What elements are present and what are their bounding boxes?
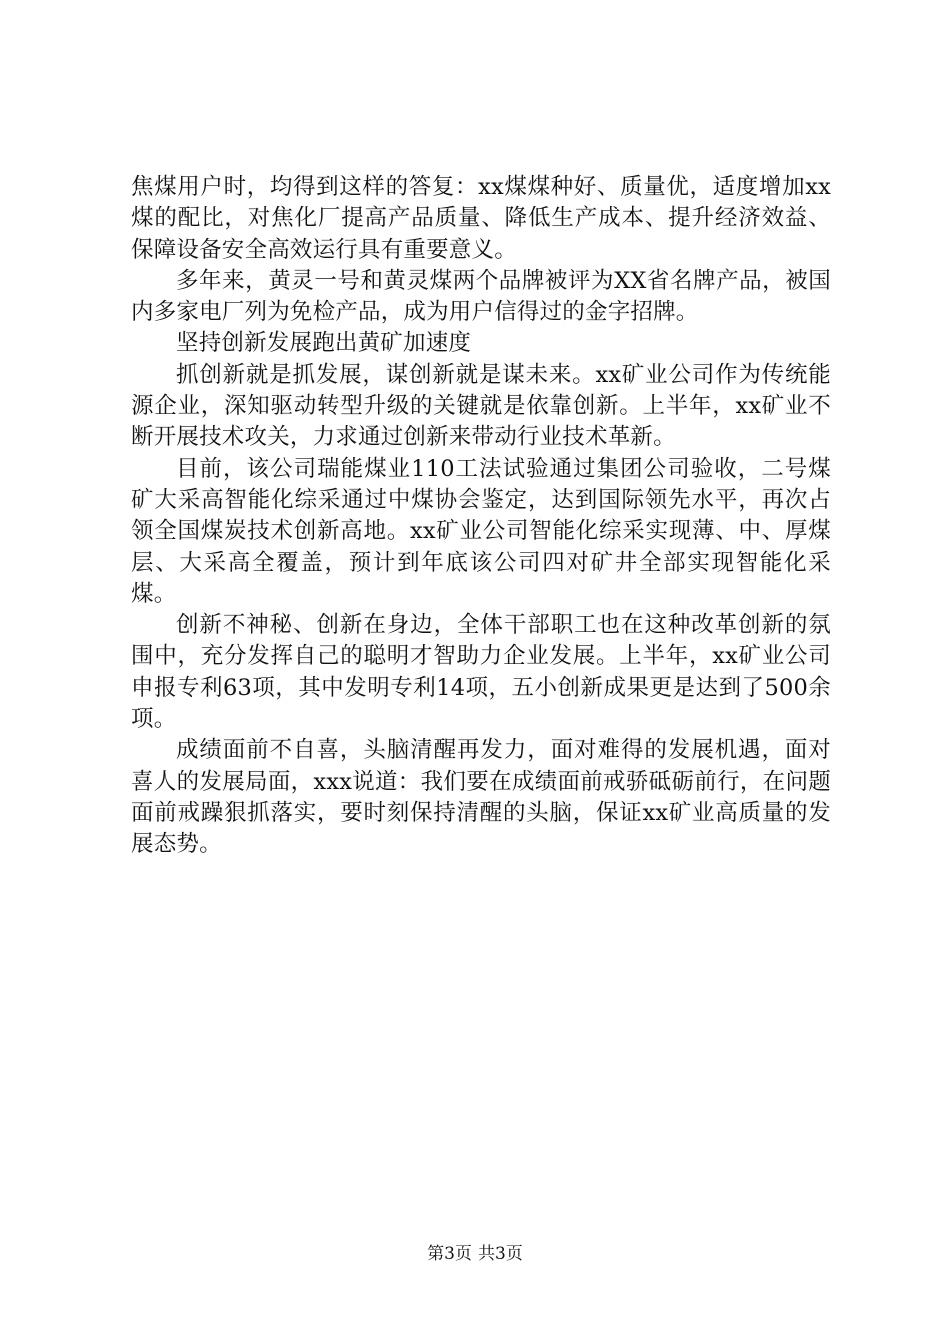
document-body bbox=[131, 172, 831, 861]
page-footer bbox=[0, 1242, 950, 1266]
page-number: 第3页 bbox=[427, 1244, 472, 1264]
paragraph-achievements: 目前，该公司瑞能煤业110工法试验通过集团公司验收，二号煤矿大采高智能化综采通过中煤协会鉴定，达到国际领先水平，再次占领全国煤炭技术创新高地。xx矿业公司智能化综采实现薄、中、厚煤层、大采高全覆盖，预计到年底该公司四对矿井全部实现智能化采煤。 bbox=[131, 455, 831, 607]
paragraph-conclusion: 成绩面前不自喜，头脑清醒再发力，面对难得的发展机遇，面对喜人的发展局面，xxx说道：我们要在成绩面前戒骄砥砺前行，在问题面前戒躁狠抓落实，要时刻保持清醒的头脑，保证xx矿业高质量的发展态势。 bbox=[131, 737, 831, 858]
page-total: 共3页 bbox=[478, 1244, 523, 1264]
paragraph-brands: 多年来，黄灵一号和黄灵煤两个品牌被评为XX省名牌产品，被国内多家电厂列为免检产品，成为用户信得过的金字招牌。 bbox=[131, 267, 831, 326]
paragraph-continuation: 焦煤用户时，均得到这样的答复：xx煤煤种好、质量优，适度增加xx煤的配比，对焦化厂提高产品质量、降低生产成本、提升经济效益、保障设备安全高效运行具有重要意义。 bbox=[131, 174, 831, 263]
paragraph-patents: 创新不神秘、创新在身边，全体干部职工也在这种改革创新的氛围中，充分发挥自己的聪明才智助力企业发展。上半年，xx矿业公司申报专利63项，其中发明专利14项，五小创新成果更是达到了500余项。 bbox=[131, 612, 831, 733]
section-heading: 坚持创新发展跑出黄矿加速度 bbox=[176, 330, 472, 357]
paragraph-innovation: 抓创新就是抓发展，谋创新就是谋未来。xx矿业公司作为传统能源企业，深知驱动转型升级的关键就是依靠创新。上半年，xx矿业不断开展技术攻关，力求通过创新来带动行业技术革新。 bbox=[131, 361, 831, 451]
